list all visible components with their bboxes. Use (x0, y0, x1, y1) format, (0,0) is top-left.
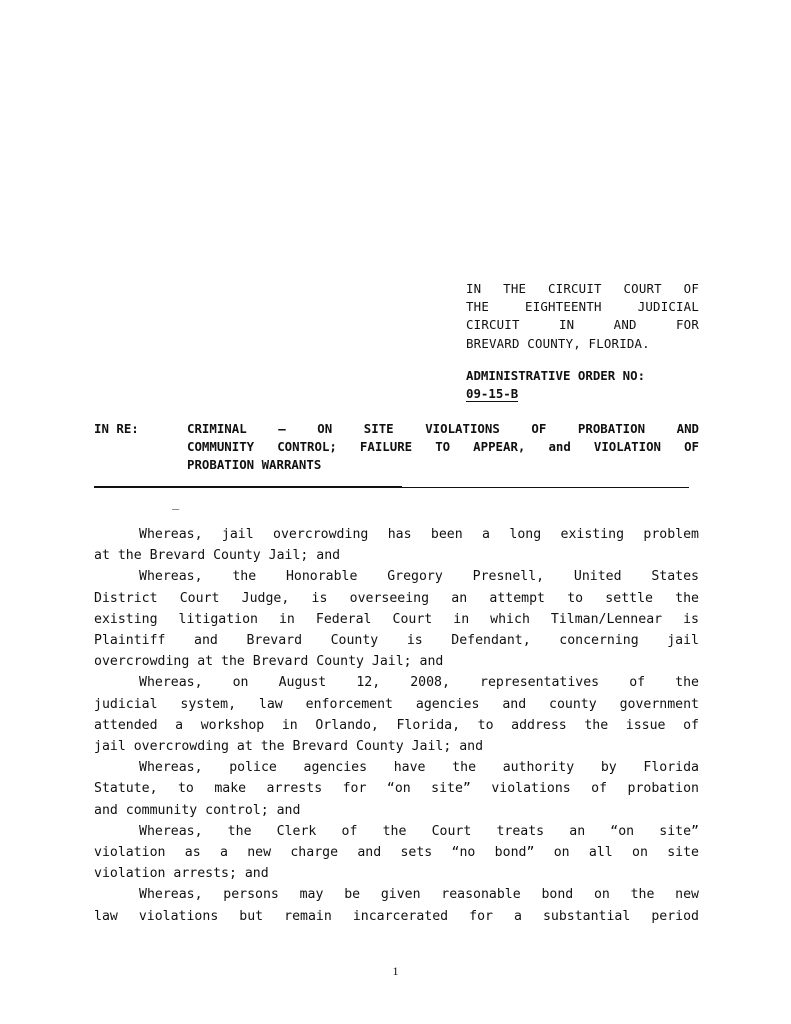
administrative-order-label: ADMINISTRATIVE ORDER NO: (466, 368, 646, 383)
court-caption-line: BREVARD COUNTY, FLORIDA. (466, 335, 650, 351)
body-line: and community control; and (94, 802, 301, 818)
body-line: Whereas, the Honorable Gregory Presnell, United States (139, 569, 699, 585)
separator-rule-thin (402, 487, 689, 488)
in-re-subject-line: PROBATION WARRANTS (187, 457, 322, 473)
body-line: attended a workshop in Orlando, Florida, to address the issue of (94, 717, 699, 733)
body-line: at the Brevard County Jail; and (94, 548, 341, 564)
body-line: Whereas, the Clerk of the Court treats an “on site” (139, 823, 699, 839)
body-line: law violations but remain incarcerated for a substantial period (94, 908, 699, 924)
body-line: existing litigation in Federal Court in which Tilman/Lennear is (94, 611, 699, 627)
in-re-subject (187, 420, 699, 475)
separator-mark: _ (172, 496, 180, 510)
court-caption-line: IN THE CIRCUIT COURT OF (466, 281, 699, 296)
body-line: Whereas, on August 12, 2008, representatives of the (139, 675, 699, 691)
in-re-subject-line: COMMUNITY CONTROL; FAILURE TO APPEAR, and VIOLATION OF (187, 439, 699, 455)
page-number: 1 (392, 964, 399, 978)
body-line: violation as a new charge and sets “no bond” on all on site (94, 845, 699, 861)
body-line: Statute, to make arrests for “on site” violations of probation (94, 781, 699, 797)
separator-rule (94, 486, 402, 488)
body-line: violation arrests; and (94, 866, 269, 882)
body-line: overcrowding at the Brevard County Jail; and (94, 654, 444, 670)
body-line: judicial system, law enforcement agencies and county government (94, 696, 699, 712)
body-line: Whereas, police agencies have the authority by Florida (139, 760, 699, 776)
administrative-order-block (466, 367, 699, 403)
court-caption (466, 280, 699, 353)
court-caption-line: THE EIGHTEENTH JUDICIAL (466, 299, 699, 315)
court-caption-line: CIRCUIT IN AND FOR (466, 317, 699, 333)
in-re-label: IN RE: (94, 421, 139, 436)
body-line: Plaintiff and Brevard County is Defendant, concerning jail (94, 633, 699, 649)
body-line: District Court Judge, is overseeing an attempt to settle the (94, 590, 699, 606)
in-re-subject-line: CRIMINAL – ON SITE VIOLATIONS OF PROBATION AND (187, 421, 699, 436)
administrative-order-number: 09-15-B (466, 386, 519, 402)
body-line: Whereas, persons may be given reasonable bond on the new (139, 887, 699, 903)
body-line: Whereas, jail overcrowding has been a long existing problem (139, 527, 699, 542)
body-line: jail overcrowding at the Brevard County Jail; and (94, 739, 484, 755)
order-body (94, 524, 699, 927)
